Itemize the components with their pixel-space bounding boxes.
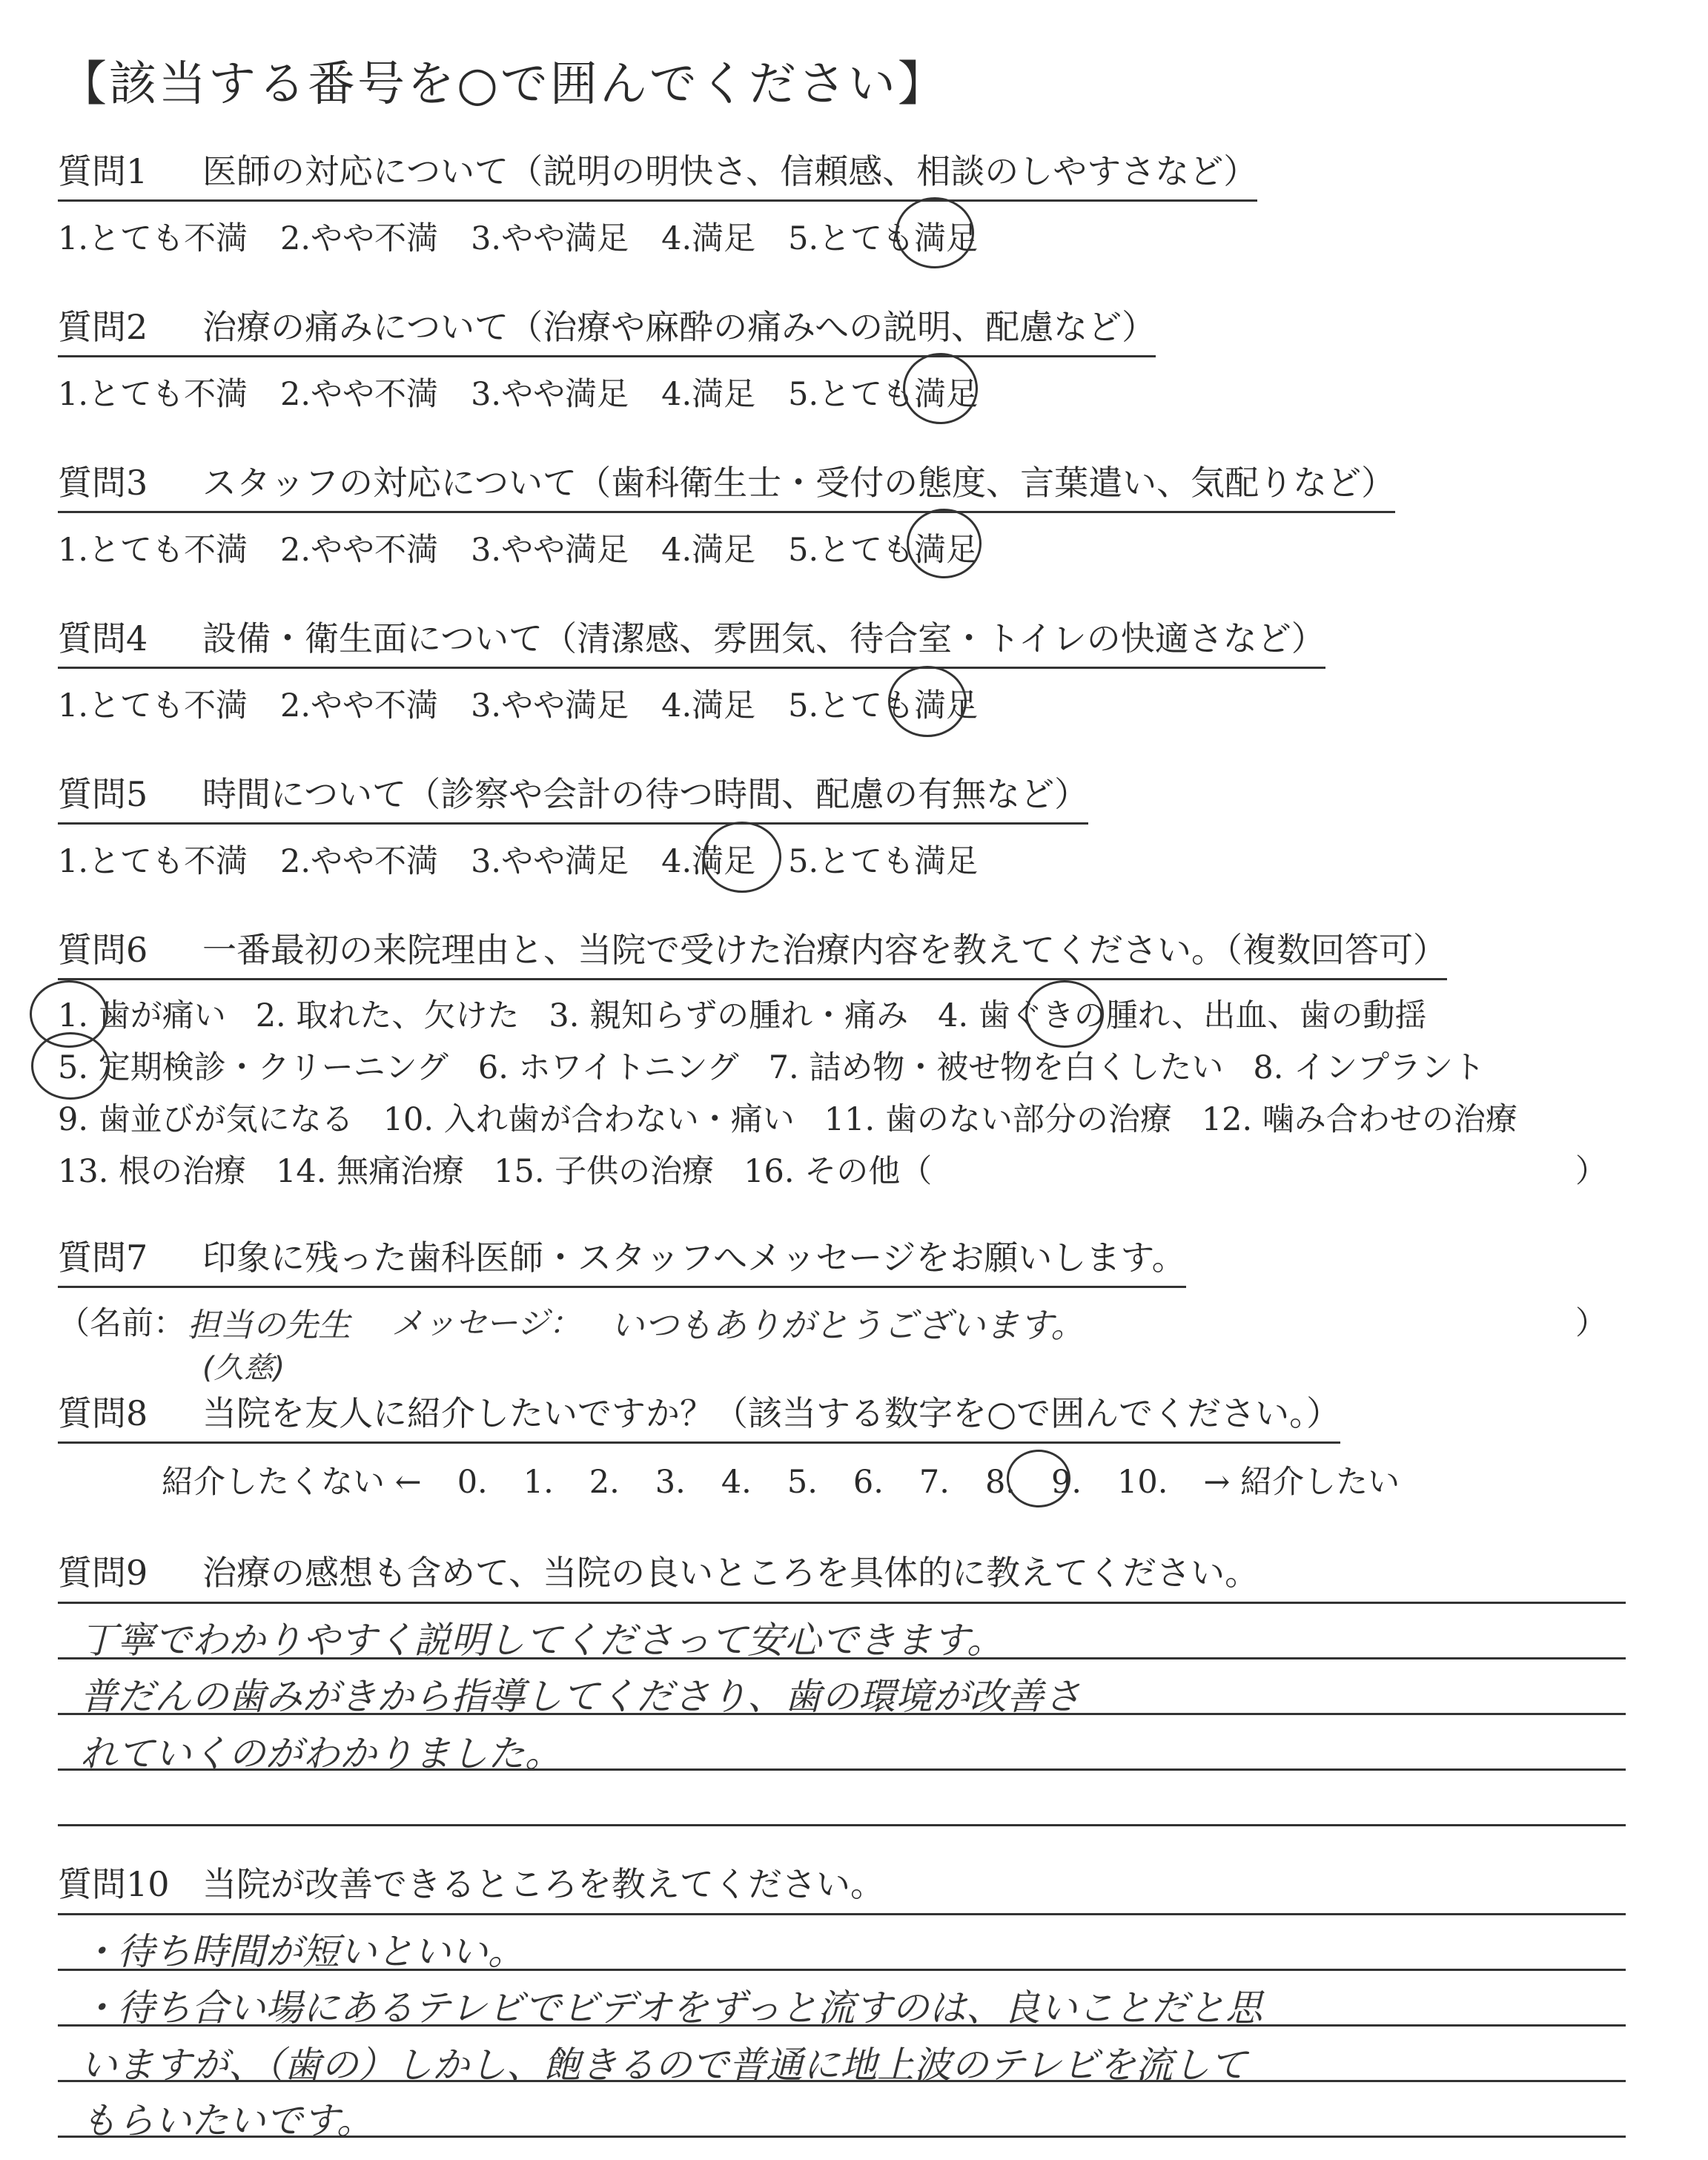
question-6 (58, 923, 1644, 1198)
question-4-title: 質問4 設備・衛生面について（清潔感、雰囲気、待合室・トイレの快適さなど） (58, 612, 1325, 669)
q6-option-5[interactable]: 5. 定期検診・クリーニング (58, 1049, 448, 1086)
q6-option-7[interactable]: 7. 詰め物・被せ物を白くしたい (768, 1049, 1224, 1086)
q9-answer-area[interactable] (58, 1602, 1626, 1824)
option-3[interactable]: 3.やや満足 (471, 376, 629, 413)
question-8 (58, 1387, 1644, 1502)
q7-answer (58, 1298, 1644, 1387)
handwritten-line: ・待ち合い場にあるテレビでビデオをずっと流すのは、良いことだと思 (80, 1986, 1262, 2029)
scale-right-label: → 紹介したい (1203, 1464, 1400, 1501)
option-3[interactable]: 3.やや満足 (471, 220, 629, 257)
question-1-options (58, 214, 1644, 255)
scale-10[interactable]: 10. (1117, 1464, 1168, 1501)
q6-option-2[interactable]: 2. 取れた、欠けた (255, 997, 520, 1034)
option-3[interactable]: 3.やや満足 (471, 532, 629, 569)
question-5 (58, 767, 1644, 878)
question-8-title: 質問8 当院を友人に紹介したいですか？（該当する数字を○で囲んでください。） (58, 1387, 1340, 1444)
question-9-title: 質問9 治療の感想も含めて、当院の良いところを具体的に教えてください。 (58, 1553, 1260, 1593)
question-2-options (58, 369, 1644, 411)
handwritten-line: もらいたいです。 (80, 2099, 374, 2142)
ruled-line (58, 1824, 1626, 1826)
option-2[interactable]: 2.やや不満 (280, 220, 439, 257)
question-4 (58, 612, 1644, 722)
option-4[interactable]: 4.満足 (661, 376, 756, 413)
message-label: メッセージ： (391, 1305, 581, 1342)
question-1 (58, 145, 1644, 255)
ruled-line (58, 1913, 1626, 1915)
question-2-title: 質問2 治療の痛みについて（治療や麻酔の痛みへの説明、配慮など） (58, 300, 1156, 357)
handwritten-line: 丁寧でわかりやすく説明してくださって安心できます。 (80, 1619, 1004, 1662)
name-value-2[interactable]: (久慈) (202, 1351, 285, 1385)
scale-4[interactable]: 4. (721, 1464, 752, 1501)
option-2[interactable]: 2.やや不満 (280, 687, 439, 724)
handwritten-line: れていくのがわかりました。 (80, 1732, 562, 1775)
q6-option-16[interactable]: 16. その他（ (744, 1153, 933, 1190)
option-3[interactable]: 3.やや満足 (471, 687, 629, 724)
name-label: （名前： (58, 1305, 185, 1342)
option-2[interactable]: 2.やや不満 (280, 376, 439, 413)
option-4[interactable]: 4.満足 (661, 687, 756, 724)
option-5[interactable]: 5.とても満足 (788, 843, 979, 880)
question-6-title: 質問6 一番最初の来院理由と、当院で受けた治療内容を教えてください。（複数回答可） (58, 923, 1447, 980)
q6-option-6[interactable]: 6. ホワイトニング (477, 1049, 739, 1086)
question-6-options (58, 991, 1644, 1198)
option-2[interactable]: 2.やや不満 (280, 843, 439, 880)
handwritten-line: ・待ち時間が短いといい。 (80, 1930, 525, 1973)
option-1[interactable]: 1.とても不満 (58, 532, 248, 569)
handwritten-line: 普だんの歯みがきから指導してくださり、歯の環境が改善さ (80, 1675, 1081, 1718)
question-10 (58, 1857, 1644, 1906)
q6-option-11[interactable]: 11. 歯のない部分の治療 (824, 1101, 1172, 1138)
option-5[interactable]: 5.とても満足 (788, 376, 979, 413)
q6-row-2 (58, 1043, 1644, 1094)
q8-scale (162, 1457, 1644, 1502)
option-4[interactable]: 4.満足 (661, 220, 756, 257)
q6-option-1[interactable]: 1. 歯が痛い (58, 997, 226, 1034)
question-5-title: 質問5 時間について（診察や会計の待つ時間、配慮の有無など） (58, 767, 1088, 825)
question-1-title: 質問1 医師の対応について（説明の明快さ、信頼感、相談のしやすさなど） (58, 145, 1257, 202)
name-value[interactable]: 担当の先生 (188, 1307, 351, 1344)
scale-8[interactable]: 8. (984, 1464, 1016, 1501)
scale-0[interactable]: 0. (457, 1464, 488, 1501)
q10-answer-area[interactable] (58, 1913, 1626, 2142)
close-paren: ） (1575, 1153, 1607, 1190)
scale-2[interactable]: 2. (589, 1464, 620, 1501)
question-7-title: 質問7 印象に残った歯科医師・スタッフへメッセージをお願いします。 (58, 1231, 1186, 1288)
q6-option-8[interactable]: 8. インプラント (1253, 1049, 1486, 1086)
message-value[interactable]: いつもありがとうございます。 (610, 1305, 1085, 1345)
question-3 (58, 456, 1644, 567)
q6-option-4[interactable]: 4. 歯ぐきの腫れ、出血、歯の動揺 (938, 997, 1427, 1034)
option-5[interactable]: 5.とても満足 (788, 687, 979, 724)
question-2 (58, 300, 1644, 411)
q6-option-9[interactable]: 9. 歯並びが気になる (58, 1101, 354, 1138)
q6-row-1 (58, 991, 1644, 1043)
question-10-title: 質問10 当院が改善できるところを教えてください。 (58, 1864, 884, 1904)
question-5-options (58, 836, 1644, 878)
option-2[interactable]: 2.やや不満 (280, 532, 439, 569)
page-header: 【該当する番号を○で囲んでください】 (59, 57, 947, 112)
close-paren: ） (1575, 1305, 1607, 1342)
option-4[interactable]: 4.満足 (661, 532, 756, 569)
question-3-title: 質問3 スタッフの対応について（歯科衛生士・受付の態度、言葉遣い、気配りなど） (58, 456, 1395, 513)
option-3[interactable]: 3.やや満足 (471, 843, 629, 880)
question-9 (58, 1546, 1644, 1595)
option-1[interactable]: 1.とても不満 (58, 220, 248, 257)
q6-option-3[interactable]: 3. 親知らずの腫れ・痛み (549, 997, 909, 1034)
option-1[interactable]: 1.とても不満 (58, 687, 248, 724)
q6-option-15[interactable]: 15. 子供の治療 (494, 1153, 715, 1190)
q6-option-12[interactable]: 12. 噛み合わせの治療 (1201, 1101, 1517, 1138)
option-5[interactable]: 5.とても満足 (788, 532, 979, 569)
ruled-line (58, 1602, 1626, 1604)
handwritten-line: いますが、（歯の）しかし、飽きるので普通に地上波のテレビを流して (80, 2044, 1247, 2087)
q6-option-13[interactable]: 13. 根の治療 (58, 1153, 247, 1190)
scale-7[interactable]: 7. (918, 1464, 950, 1501)
scale-9[interactable]: 9. (1050, 1464, 1082, 1501)
scale-5[interactable]: 5. (787, 1464, 818, 1501)
option-1[interactable]: 1.とても不満 (58, 376, 248, 413)
scale-6[interactable]: 6. (853, 1464, 884, 1501)
question-3-options (58, 525, 1644, 567)
q6-row-3 (58, 1094, 1644, 1146)
scale-1[interactable]: 1. (523, 1464, 554, 1501)
option-4[interactable]: 4.満足 (661, 843, 756, 880)
q6-row-4 (58, 1146, 1644, 1198)
scale-left-label: 紹介したくない ← (162, 1464, 422, 1501)
option-1[interactable]: 1.とても不満 (58, 843, 248, 880)
q6-option-14[interactable]: 14. 無痛治療 (276, 1153, 465, 1190)
scale-3[interactable]: 3. (655, 1464, 686, 1501)
option-5[interactable]: 5.とても満足 (788, 220, 979, 257)
question-7 (58, 1231, 1644, 1387)
question-4-options (58, 681, 1644, 722)
q6-option-10[interactable]: 10. 入れ歯が合わない・痛い (383, 1101, 795, 1138)
